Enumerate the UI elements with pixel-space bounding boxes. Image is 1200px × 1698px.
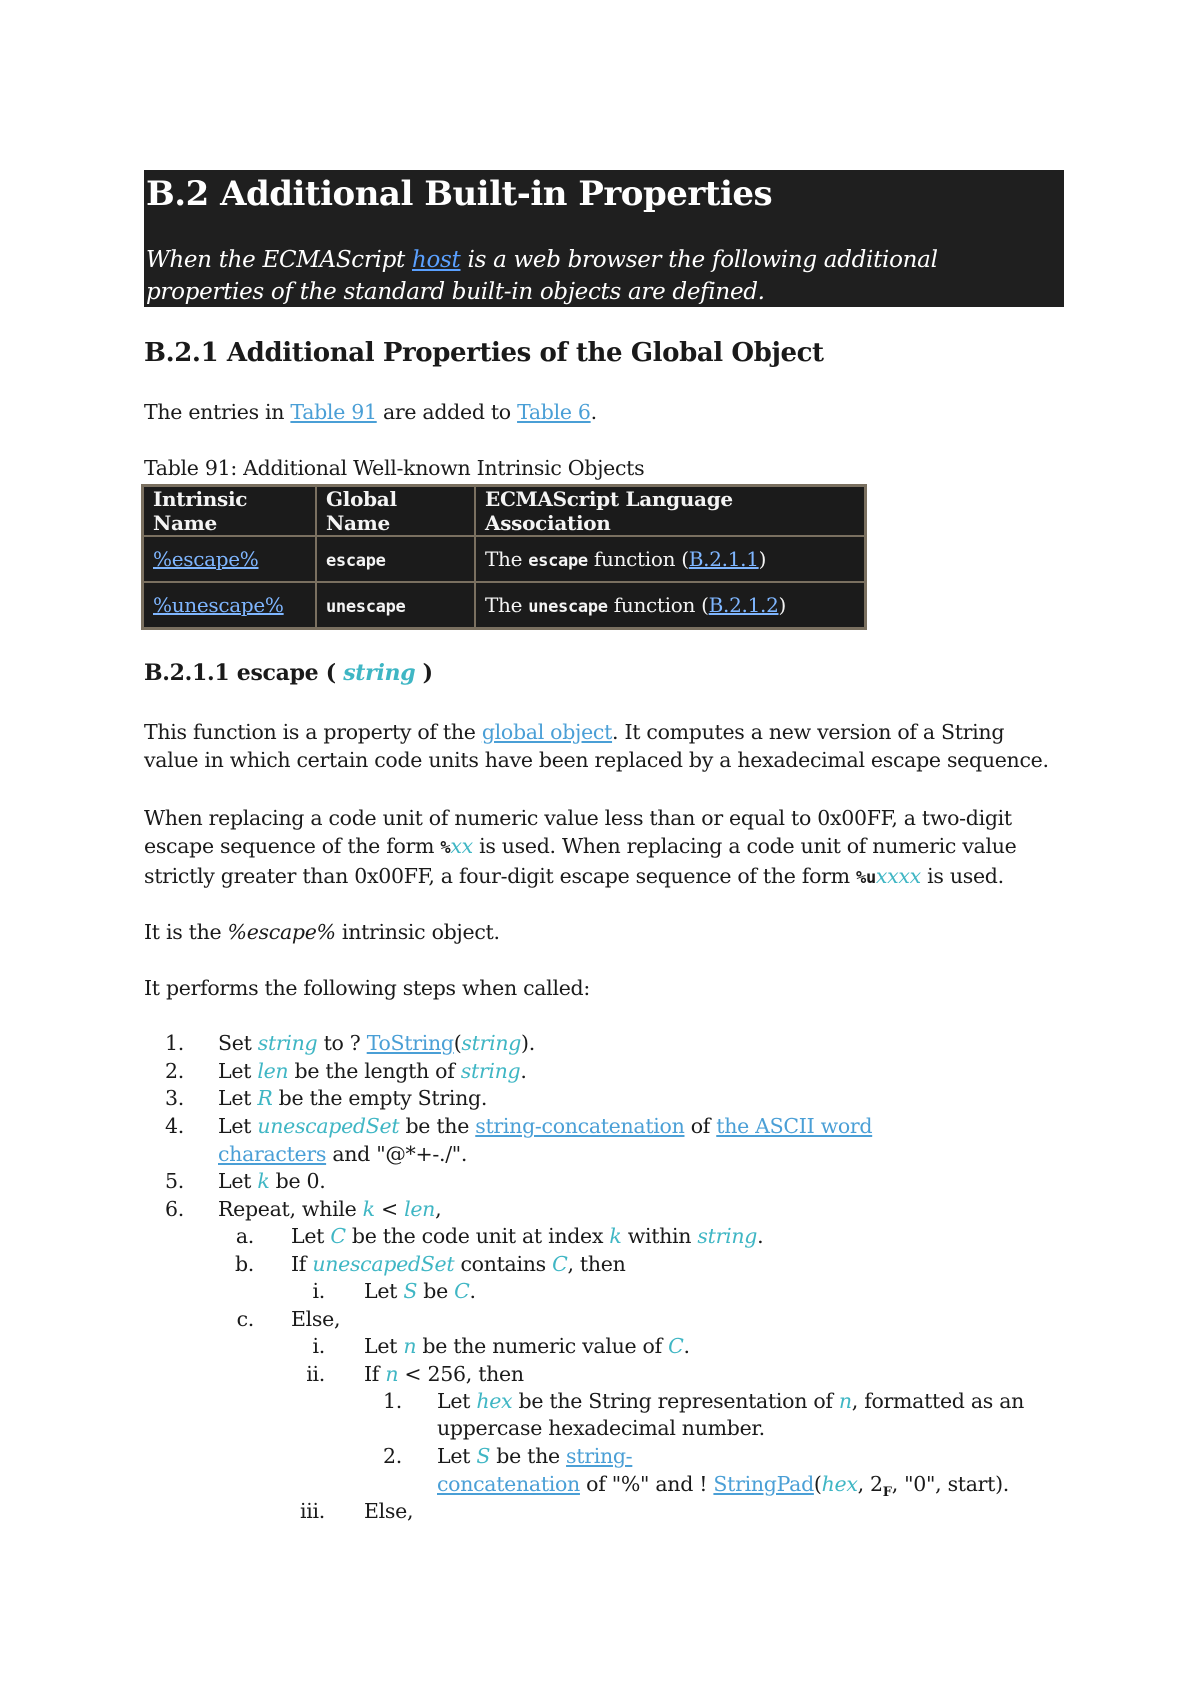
text: , 2	[857, 1472, 883, 1496]
text: This function is a property of the	[144, 720, 482, 744]
code: escape	[528, 551, 588, 571]
var: hex	[821, 1472, 858, 1496]
text: , then	[567, 1252, 626, 1276]
step-text	[364, 1333, 690, 1361]
text: ,	[435, 1197, 442, 1221]
paragraph-2	[144, 804, 1064, 892]
step-text	[218, 1030, 535, 1058]
string-concatenation-link[interactable]: string-	[566, 1444, 633, 1468]
table6-link[interactable]: Table 6	[517, 400, 591, 424]
var: k	[609, 1224, 622, 1248]
var: C	[454, 1279, 470, 1303]
emphasis: %escape%	[227, 920, 336, 944]
association-cell	[475, 536, 866, 582]
table-row	[143, 536, 866, 582]
paragraph-3	[144, 918, 1064, 946]
text: is used. When replacing a code unit of numeric value strictly greater than 0x00FF, a four-digit escape sequence of the form	[144, 834, 1017, 888]
paragraph-4: It performs the following steps when called:	[144, 976, 590, 1000]
text: function (	[607, 593, 709, 617]
var: len	[404, 1197, 436, 1221]
tostring-link[interactable]: ToString	[366, 1031, 454, 1055]
var: string	[461, 1031, 522, 1055]
var: n	[838, 1389, 852, 1413]
text: .	[520, 1059, 527, 1083]
section-title: B.2 Additional Built-in Properties	[146, 174, 773, 214]
section-banner	[144, 170, 1064, 307]
escape-intrinsic-link[interactable]: %escape%	[153, 547, 259, 571]
column-header: ECMAScript Language Association	[475, 486, 866, 537]
step-number: 2.	[383, 1444, 402, 1468]
var: k	[257, 1169, 270, 1193]
text: (	[453, 1031, 462, 1055]
text: Let	[218, 1114, 258, 1138]
text: )	[415, 660, 433, 686]
step-text	[364, 1361, 524, 1389]
text: If	[291, 1252, 313, 1276]
stringpad-link[interactable]: StringPad	[713, 1472, 814, 1496]
text: The	[485, 547, 529, 571]
column-header: Intrinsic Name	[143, 486, 317, 537]
code: %	[440, 838, 451, 858]
paragraph-1	[144, 718, 1064, 774]
step-number: 1.	[383, 1389, 402, 1413]
step-text	[218, 1168, 325, 1196]
ascii-word-characters-link-cont[interactable]: characters	[218, 1142, 327, 1166]
var: len	[257, 1059, 289, 1083]
text: be the numeric value of	[416, 1334, 669, 1358]
step-text	[218, 1196, 441, 1224]
table-header-row	[143, 486, 866, 537]
text: . It computes a new version of a String value in which certain code units have been replaced by a hexadecimal escape sequence.	[144, 720, 1049, 772]
unescape-intrinsic-link[interactable]: %unescape%	[153, 593, 284, 617]
text: contains	[454, 1252, 553, 1276]
step-text: Else,	[364, 1499, 414, 1523]
text: Let	[218, 1059, 258, 1083]
step-text	[218, 1085, 487, 1113]
text: to ?	[317, 1031, 367, 1055]
text: function (	[587, 547, 689, 571]
string-concatenation-link-cont[interactable]: concatenation	[437, 1472, 580, 1496]
var: n	[403, 1334, 417, 1358]
step-number: a.	[235, 1224, 254, 1248]
global-name: unescape	[326, 597, 406, 617]
step-number: ii.	[306, 1362, 325, 1386]
text: ).	[521, 1031, 535, 1055]
var: string	[697, 1224, 758, 1248]
var: R	[257, 1086, 273, 1110]
var: xx	[450, 834, 473, 858]
step-text-cont	[218, 1141, 467, 1169]
var: C	[552, 1252, 568, 1276]
text: be the String representation of	[512, 1389, 839, 1413]
intrinsic-cell	[143, 536, 317, 582]
text: be 0.	[269, 1169, 326, 1193]
text: .	[757, 1224, 764, 1248]
var: unescapedSet	[257, 1114, 400, 1138]
text: of "%" and !	[579, 1472, 714, 1496]
subsection-heading: B.2.1 Additional Properties of the Global Object	[144, 338, 824, 368]
step-text	[218, 1058, 527, 1086]
var: string	[460, 1059, 521, 1083]
text: .	[683, 1334, 690, 1358]
text: Let	[291, 1224, 331, 1248]
text: be the code unit at index	[345, 1224, 610, 1248]
param: string	[343, 660, 416, 686]
step-number: i.	[312, 1279, 325, 1303]
table-caption: Table 91: Additional Well-known Intrinsic Objects	[144, 456, 645, 480]
intro-text-rest: is a web browser the following additional properties of the standard built-in objects are defined.	[146, 247, 938, 305]
text: The entries in	[144, 400, 291, 424]
var: C	[330, 1224, 346, 1248]
section-ref-link[interactable]: B.2.1.2	[708, 593, 779, 617]
text: Let	[364, 1334, 404, 1358]
intrinsic-cell	[143, 582, 317, 629]
text: (	[813, 1472, 822, 1496]
step-number: iii.	[300, 1499, 325, 1523]
text: are added to	[376, 400, 518, 424]
step-number: 6.	[165, 1197, 184, 1221]
step-number: 2.	[165, 1059, 184, 1083]
text: It is the	[144, 920, 228, 944]
text: , "0", start).	[891, 1472, 1010, 1496]
step-number: 1.	[165, 1031, 184, 1055]
intrinsics-table	[141, 484, 867, 630]
text: is used.	[920, 864, 1004, 888]
step-number: i.	[312, 1334, 325, 1358]
text: )	[778, 593, 787, 617]
text: be	[417, 1279, 455, 1303]
text: .	[469, 1279, 476, 1303]
step-text: Else,	[291, 1307, 341, 1331]
code: unescape	[528, 597, 608, 617]
text: intrinsic object.	[335, 920, 500, 944]
step-text	[291, 1251, 625, 1279]
text: Let	[364, 1279, 404, 1303]
text: within	[621, 1224, 698, 1248]
intro-text: When the ECMAScript	[146, 247, 412, 273]
var: S	[476, 1444, 491, 1468]
table-row	[143, 582, 866, 629]
step-number: b.	[234, 1252, 254, 1276]
text: < 256, then	[398, 1362, 524, 1386]
text: B.2.1.1 escape (	[144, 660, 344, 686]
text: Let	[218, 1086, 258, 1110]
text: When replacing a code unit of numeric value less than or equal to 0x00FF, a two-digit escape sequence of the form	[144, 806, 1012, 858]
text: Let	[437, 1389, 477, 1413]
section-ref-link[interactable]: B.2.1.1	[688, 547, 759, 571]
text: be the	[490, 1444, 567, 1468]
var: C	[668, 1334, 684, 1358]
step-number: 3.	[165, 1086, 184, 1110]
step-number: 5.	[165, 1169, 184, 1193]
text: Let	[218, 1169, 258, 1193]
association-cell	[475, 582, 866, 629]
step-text	[291, 1223, 763, 1251]
global-name: escape	[326, 551, 386, 571]
global-cell	[316, 582, 475, 629]
text: be the length of	[288, 1059, 461, 1083]
text: .	[590, 400, 597, 424]
var: S	[403, 1279, 418, 1303]
subscript: F	[882, 1485, 892, 1501]
text: of	[684, 1114, 717, 1138]
ascii-word-characters-link[interactable]: the ASCII word	[716, 1114, 873, 1138]
step-number: c.	[236, 1307, 254, 1331]
entries-paragraph	[144, 398, 1064, 426]
table91-link[interactable]: Table 91	[290, 400, 377, 424]
step-text	[364, 1278, 476, 1306]
escape-heading	[144, 660, 433, 686]
host-link[interactable]: host	[411, 247, 461, 273]
step-text	[437, 1388, 1024, 1416]
text: <	[374, 1197, 405, 1221]
global-object-link[interactable]: global object	[481, 720, 613, 744]
text: and "@*+-./".	[326, 1142, 468, 1166]
text: be the empty String.	[272, 1086, 488, 1110]
step-text-cont	[437, 1471, 1009, 1507]
string-concatenation-link[interactable]: string-concatenation	[475, 1114, 685, 1138]
step-text	[437, 1443, 632, 1471]
code: %u	[856, 868, 876, 888]
text: )	[758, 547, 767, 571]
text: The	[485, 593, 529, 617]
var: string	[257, 1031, 318, 1055]
var: xxxx	[875, 864, 921, 888]
var: hex	[476, 1389, 513, 1413]
column-header: Global Name	[316, 486, 475, 537]
step-text-cont: uppercase hexadecimal number.	[437, 1416, 765, 1440]
step-text	[218, 1113, 872, 1141]
text: be the	[399, 1114, 476, 1138]
step-number: 4.	[165, 1114, 184, 1138]
var: k	[362, 1197, 375, 1221]
text: Repeat, while	[218, 1197, 363, 1221]
section-intro	[146, 244, 1056, 308]
text: Set	[218, 1031, 258, 1055]
text: , formatted as an	[851, 1389, 1025, 1413]
text: If	[364, 1362, 386, 1386]
var: unescapedSet	[312, 1252, 455, 1276]
text: Let	[437, 1444, 477, 1468]
global-cell	[316, 536, 475, 582]
var: n	[385, 1362, 399, 1386]
